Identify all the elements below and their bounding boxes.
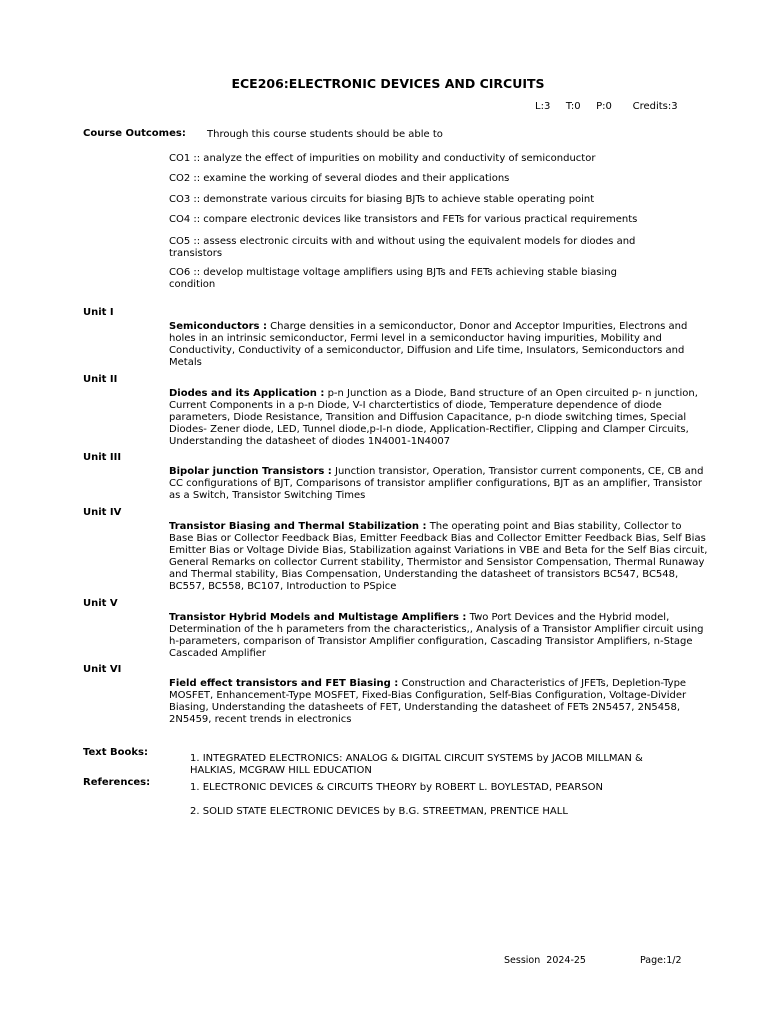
unit-description: Two Port Devices and the Hybrid model, Determination of the h parameters from the characteristics,, Analysis of a Transistor Amplifier circuit using h-parameters, comparison of Transistor Amplifier configuration, Cascading Transistor Amplifiers, n-Stage Cascaded Amplifier [169, 612, 704, 659]
unit-label: Unit VI [83, 664, 122, 675]
course-outcomes-label: Course Outcomes: [83, 128, 186, 139]
unit-heading: Transistor Hybrid Models and Multistage Amplifiers : [169, 612, 467, 623]
course-outcome-item: CO6 :: develop multistage voltage amplifiers using BJTs and FETs achieving stable biasing condition [169, 267, 617, 290]
session-label: Session 2024-25 [504, 955, 586, 966]
unit-label: Unit V [83, 598, 118, 609]
unit-label: Unit IV [83, 507, 122, 518]
course-outcome-item: CO5 :: assess electronic circuits with and without using the equivalent models for diodes and transistors [169, 236, 636, 259]
unit-content [169, 612, 709, 660]
reference-item: 2. SOLID STATE ELECTRONIC DEVICES by B.G. STREETMAN, PRENTICE HALL [190, 806, 568, 817]
unit-heading: Diodes and its Application : [169, 388, 325, 399]
course-outcome-item: CO3 :: demonstrate various circuits for biasing BJTs to achieve stable operating point [169, 194, 595, 205]
unit-description: The operating point and Bias stability, Collector to Base Bias or Collector Feedback Bias, Emitter Feedback Bias and Collector Emitter Feedback Bias, Self Bias Emitter Bias or Voltage Divide Bias, Stabilization against Variations in VBE and Beta for the Self Bias circuit, General Remarks on collector Current stability, Thermistor and Sensistor Compensation, Thermal Runaway and Thermal stability, Bias Compensation, Understanding the datasheet of transistors BC547, BC548, BC557, BC558, BC107, Introduction to PSpice [169, 521, 708, 592]
unit-label: Unit I [83, 307, 114, 318]
unit-content [169, 678, 709, 726]
text-books-label: Text Books: [83, 747, 148, 758]
unit-content [169, 521, 709, 593]
unit-description: Charge densities in a semiconductor, Donor and Acceptor Impurities, Electrons and holes in an intrinsic semiconductor, Fermi level in a semiconductor having impurities, Mobility and Conductivity, Conductivity of a semiconductor, Diffusion and Life time, Insulators, Semiconductors and Metals [169, 321, 688, 368]
reference-item: 1. ELECTRONIC DEVICES & CIRCUITS THEORY by ROBERT L. BOYLESTAD, PEARSON [190, 782, 604, 793]
course-outcome-item: CO2 :: examine the working of several diodes and their applications [169, 173, 510, 184]
unit-label: Unit II [83, 374, 118, 385]
unit-heading: Transistor Biasing and Thermal Stabilization : [169, 521, 427, 532]
unit-heading: Semiconductors : [169, 321, 267, 332]
course-outcome-item: CO1 :: analyze the effect of impurities on mobility and conductivity of semiconductor [169, 153, 596, 164]
references-label: References: [83, 777, 151, 788]
unit-description: Junction transistor, Operation, Transistor current components, CE, CB and CC configurations of BJT, Comparisons of transistor amplifier configurations, BJT as an amplifier, Transistor as a Switch, Transistor Switching Times [169, 466, 704, 501]
unit-content [169, 321, 709, 369]
unit-description: Construction and Characteristics of JFETs, Depletion-Type MOSFET, Enhancement-Type MOSFET, Fixed-Bias Configuration, Self-Bias Configuration, Voltage-Divider Biasing, Understanding the datasheets of FET, Understanding the datasheet of FETs 2N5457, 2N5458, 2N5459, recent trends in electronics [169, 678, 687, 725]
unit-heading: Field effect transistors and FET Biasing : [169, 678, 399, 689]
unit-content [169, 388, 709, 448]
unit-description: p-n Junction as a Diode, Band structure of an Open circuited p- n junction, Current Components in a p-n Diode, V-I charctertistics of diode, Temperature dependence of diode parameters, Diode Resistance, Transition and Diffusion Capacitance, p-n diode switching times, Special Diodes- Zener diode, LED, Tunnel diode,p-I-n diode, Application-Rectifier, Clipping and Clamper Circuits, Understanding the datasheet of diodes 1N4001-1N4007 [169, 388, 698, 447]
unit-content [169, 466, 709, 502]
unit-heading: Bipolar junction Transistors : [169, 466, 332, 477]
page-title: ECE206:ELECTRONIC DEVICES AND CIRCUITS [231, 76, 545, 91]
credits-line: L:3 T:0 P:0 Credits:3 [535, 101, 678, 112]
unit-label: Unit III [83, 452, 122, 463]
course-outcome-item: CO4 :: compare electronic devices like transistors and FETs for various practical requirements [169, 214, 638, 225]
course-outcomes-intro: Through this course students should be able to [207, 129, 443, 140]
page-number: Page:1/2 [640, 955, 682, 966]
text-book-item: 1. INTEGRATED ELECTRONICS: ANALOG & DIGITAL CIRCUIT SYSTEMS by JACOB MILLMAN & HALKIAS, MCGRAW HILL EDUCATION [190, 753, 643, 776]
